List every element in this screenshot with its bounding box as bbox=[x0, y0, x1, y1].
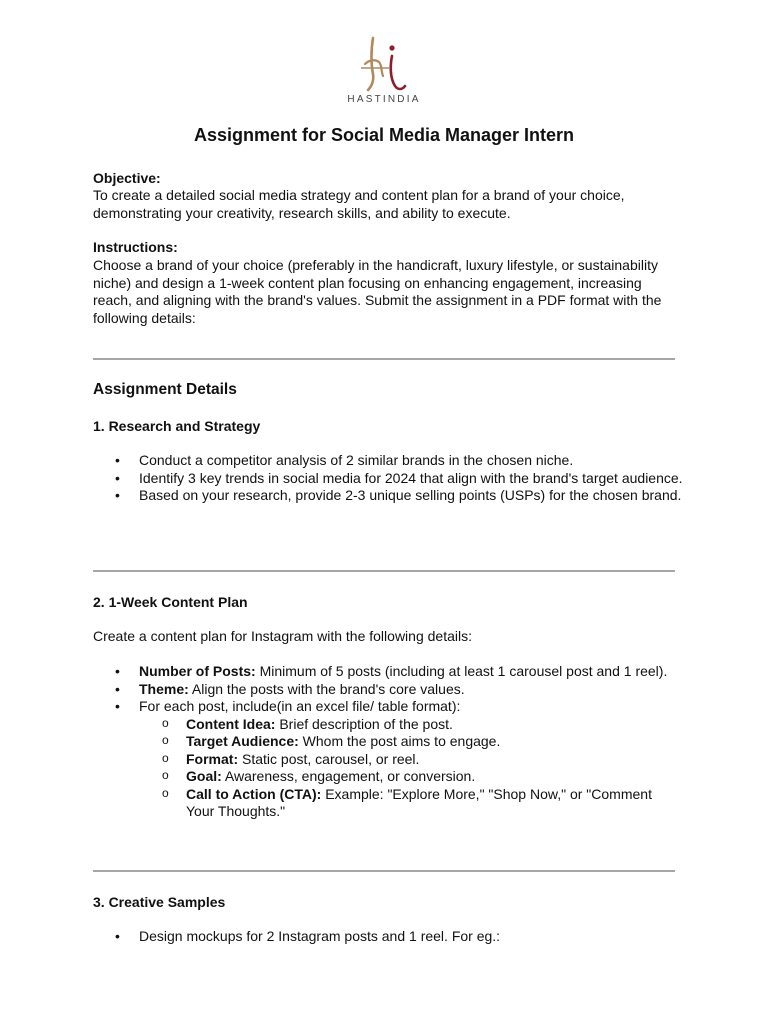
creative-samples-heading: 3. Creative Samples bbox=[93, 894, 226, 910]
sublist-item bbox=[139, 751, 683, 769]
sublist-item bbox=[139, 768, 683, 786]
sublist-item bbox=[139, 733, 683, 751]
item-label: Theme: bbox=[139, 680, 189, 697]
list-item: • Design mockups for 2 Instagram posts and 1 reel. For eg.: bbox=[93, 928, 683, 946]
content-plan-heading: 2. 1-Week Content Plan bbox=[93, 594, 248, 610]
page-title: Assignment for Social Media Manager Intern bbox=[193, 125, 575, 145]
logo-wordmark: HASTINDIA bbox=[347, 94, 421, 105]
hi-monogram-logo-icon bbox=[359, 34, 409, 92]
item-label: Goal: bbox=[186, 768, 222, 784]
section-divider bbox=[93, 570, 675, 572]
item-text: For each post, include(in an excel file/ table format): bbox=[139, 698, 461, 714]
instructions-heading: Instructions: bbox=[93, 239, 178, 255]
assignment-details-heading: Assignment Details bbox=[93, 381, 237, 398]
content-plan-intro: Create a content plan for Instagram with the following details: bbox=[93, 628, 472, 644]
content-plan-list bbox=[93, 663, 683, 821]
item-label: Number of Posts: bbox=[139, 663, 256, 679]
list-item bbox=[93, 663, 683, 681]
creative-list bbox=[93, 928, 683, 946]
post-details-sublist bbox=[139, 716, 683, 821]
section-divider bbox=[93, 870, 675, 872]
item-text: Minimum of 5 posts (including at least 1 carousel post and 1 reel). bbox=[255, 663, 668, 679]
list-item: • Identify 3 key trends in social media for 2024 that align with the brand's target audience. bbox=[93, 470, 683, 488]
list-item: • Based on your research, provide 2-3 unique selling points (USPs) for the chosen brand. bbox=[93, 487, 683, 505]
item-text: Awareness, engagement, or conversion. bbox=[221, 768, 476, 784]
item-text: Align the posts with the brand's core values. bbox=[188, 680, 465, 697]
item-text: Brief description of the post. bbox=[275, 715, 453, 732]
item-text: Whom the post aims to engage. bbox=[298, 733, 501, 749]
research-heading: 1. Research and Strategy bbox=[93, 418, 261, 434]
sublist-item bbox=[139, 786, 683, 821]
list-item bbox=[93, 681, 683, 699]
item-label: Content Idea: bbox=[186, 715, 276, 732]
research-list bbox=[93, 452, 683, 505]
brand-logo bbox=[342, 34, 426, 105]
item-label: Target Audience: bbox=[186, 733, 299, 749]
objective-text: To create a detailed social media strategy and content plan for a brand of your choice, demonstrating your creativity, research skills, and ability to execute. bbox=[93, 187, 625, 221]
list-item: • Conduct a competitor analysis of 2 similar brands in the chosen niche. bbox=[93, 452, 683, 470]
sublist-item bbox=[139, 716, 683, 734]
item-label: Format: bbox=[186, 750, 239, 767]
item-label: Call to Action (CTA): bbox=[186, 785, 322, 802]
objective-heading: Objective: bbox=[93, 170, 161, 186]
instructions-text: Choose a brand of your choice (preferably in the handicraft, luxury lifestyle, or sustainability niche) and design a 1-week content plan focusing on enhancing engagement, increasing reach, and aligning with the brand's values. Submit the assignment in a PDF format with the following details: bbox=[93, 257, 662, 326]
item-text: Static post, carousel, or reel. bbox=[238, 750, 420, 767]
item-text: Example: "Explore More," "Shop Now," or "Comment Your Thoughts." bbox=[186, 785, 652, 819]
section-divider bbox=[93, 358, 675, 360]
list-item bbox=[93, 698, 683, 821]
